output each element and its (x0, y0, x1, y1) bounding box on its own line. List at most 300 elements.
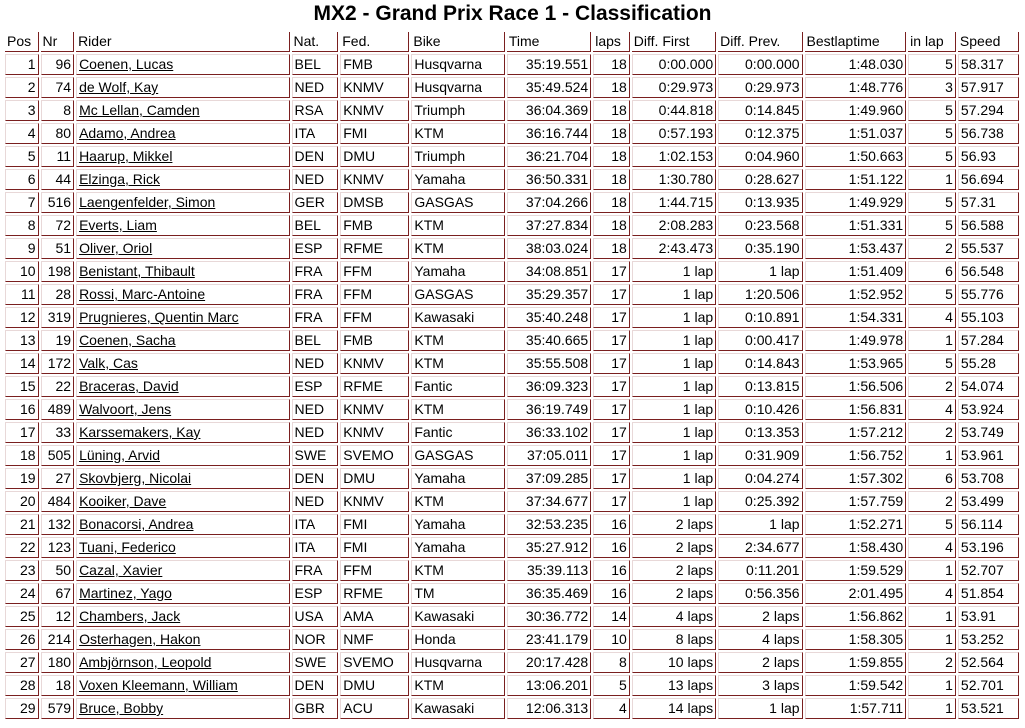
cell-diff-first: 2 laps (632, 583, 716, 604)
rider-link[interactable]: Coenen, Sacha (79, 332, 176, 348)
rider-link[interactable]: Osterhagen, Hakon (79, 631, 201, 647)
cell-time: 35:49.524 (507, 77, 591, 98)
cell-bike: KTM (411, 215, 505, 236)
cell-fed: FMI (340, 514, 409, 535)
cell-diff-prev: 0:35.190 (718, 238, 802, 259)
cell-time: 36:04.369 (507, 100, 591, 121)
cell-in-lap: 1 (908, 629, 956, 650)
table-row (5, 330, 1019, 351)
cell-nat: BEL (292, 330, 339, 351)
cell-nr: 27 (41, 468, 75, 489)
cell-diff-first: 1 lap (632, 376, 716, 397)
cell-bike: KTM (411, 399, 505, 420)
cell-pos: 18 (5, 445, 39, 466)
cell-speed: 53.708 (958, 468, 1019, 489)
cell-pos: 8 (5, 215, 39, 236)
cell-bestlaptime: 1:54.331 (805, 307, 907, 328)
cell-diff-first: 14 laps (632, 698, 716, 719)
rider-link[interactable]: Cazal, Xavier (79, 562, 163, 578)
cell-nat: SWE (292, 445, 339, 466)
cell-fed: FFM (340, 307, 409, 328)
column-header-bike: Bike (411, 32, 505, 52)
cell-bike: Husqvarna (411, 54, 505, 75)
table-row (5, 606, 1019, 627)
cell-speed: 54.074 (958, 376, 1019, 397)
rider-link[interactable]: Haarup, Mikkel (79, 148, 173, 164)
cell-bestlaptime: 1:53.437 (805, 238, 907, 259)
cell-bestlaptime: 1:59.855 (805, 652, 907, 673)
cell-nr: 123 (41, 537, 75, 558)
cell-time: 36:21.704 (507, 146, 591, 167)
cell-fed: FMB (340, 330, 409, 351)
table-row (5, 583, 1019, 604)
table-row (5, 468, 1019, 489)
cell-time: 36:35.469 (507, 583, 591, 604)
cell-time: 23:41.179 (507, 629, 591, 650)
cell-diff-prev: 0:00.417 (718, 330, 802, 351)
cell-laps: 16 (593, 583, 630, 604)
cell-diff-prev: 1 lap (718, 514, 802, 535)
cell-bike: KTM (411, 491, 505, 512)
cell-nat: NED (292, 353, 339, 374)
header-row (5, 32, 1019, 52)
cell-in-lap: 2 (908, 652, 956, 673)
table-row (5, 215, 1019, 236)
cell-pos: 29 (5, 698, 39, 719)
cell-rider (76, 606, 289, 627)
cell-nr: 180 (41, 652, 75, 673)
cell-speed: 53.961 (958, 445, 1019, 466)
cell-nr: 51 (41, 238, 75, 259)
cell-laps: 17 (593, 468, 630, 489)
cell-diff-first: 8 laps (632, 629, 716, 650)
cell-time: 12:06.313 (507, 698, 591, 719)
cell-time: 38:03.024 (507, 238, 591, 259)
cell-in-lap: 1 (908, 698, 956, 719)
rider-link[interactable]: de Wolf, Kay (79, 79, 159, 95)
cell-in-lap: 6 (908, 468, 956, 489)
cell-diff-prev: 0:11.201 (718, 560, 802, 581)
cell-nr: 74 (41, 77, 75, 98)
cell-diff-prev: 0:14.845 (718, 100, 802, 121)
rider-link[interactable]: Laengenfelder, Simon (79, 194, 216, 210)
cell-bestlaptime: 1:57.759 (805, 491, 907, 512)
cell-speed: 56.114 (958, 514, 1019, 535)
rider-link[interactable]: Coenen, Lucas (79, 56, 174, 72)
table-row (5, 146, 1019, 167)
table-row (5, 123, 1019, 144)
cell-bike: GASGAS (411, 445, 505, 466)
cell-nat: GER (292, 192, 339, 213)
cell-bike: GASGAS (411, 284, 505, 305)
classification-table (3, 30, 1021, 721)
cell-bestlaptime: 1:59.529 (805, 560, 907, 581)
cell-speed: 52.701 (958, 675, 1019, 696)
cell-time: 35:40.665 (507, 330, 591, 351)
cell-bike: KTM (411, 123, 505, 144)
cell-fed: KNMV (340, 422, 409, 443)
table-row (5, 100, 1019, 121)
cell-rider (76, 422, 289, 443)
cell-rider (76, 77, 289, 98)
cell-laps: 17 (593, 376, 630, 397)
cell-bestlaptime: 1:51.409 (805, 261, 907, 282)
cell-speed: 56.588 (958, 215, 1019, 236)
cell-fed: KNMV (340, 77, 409, 98)
cell-laps: 10 (593, 629, 630, 650)
cell-fed: RFME (340, 238, 409, 259)
cell-bestlaptime: 1:51.122 (805, 169, 907, 190)
cell-nr: 33 (41, 422, 75, 443)
cell-nr: 80 (41, 123, 75, 144)
cell-time: 36:16.744 (507, 123, 591, 144)
cell-diff-prev: 0:10.891 (718, 307, 802, 328)
cell-diff-prev: 1 lap (718, 698, 802, 719)
cell-rider (76, 284, 289, 305)
cell-diff-prev: 0:00.000 (718, 54, 802, 75)
cell-bestlaptime: 1:51.331 (805, 215, 907, 236)
cell-pos: 22 (5, 537, 39, 558)
table-row (5, 77, 1019, 98)
rider-link[interactable]: Voxen Kleemann, William (79, 677, 238, 693)
cell-diff-first: 0:57.193 (632, 123, 716, 144)
cell-bike: Husqvarna (411, 652, 505, 673)
rider-link[interactable]: Walvoort, Jens (79, 401, 172, 417)
cell-bestlaptime: 1:57.302 (805, 468, 907, 489)
cell-nat: GBR (292, 698, 339, 719)
cell-diff-first: 2 laps (632, 537, 716, 558)
cell-bestlaptime: 1:59.542 (805, 675, 907, 696)
cell-in-lap: 4 (908, 307, 956, 328)
cell-rider (76, 376, 289, 397)
cell-fed: FMI (340, 537, 409, 558)
cell-time: 13:06.201 (507, 675, 591, 696)
cell-nr: 8 (41, 100, 75, 121)
cell-pos: 14 (5, 353, 39, 374)
rider-link[interactable]: Rossi, Marc-Antoine (79, 286, 206, 302)
cell-rider (76, 560, 289, 581)
table-row (5, 284, 1019, 305)
cell-bestlaptime: 1:57.212 (805, 422, 907, 443)
cell-diff-first: 1:30.780 (632, 169, 716, 190)
cell-in-lap: 5 (908, 215, 956, 236)
cell-speed: 53.91 (958, 606, 1019, 627)
cell-pos: 11 (5, 284, 39, 305)
cell-bestlaptime: 1:52.952 (805, 284, 907, 305)
cell-nat: NED (292, 422, 339, 443)
cell-bike: TM (411, 583, 505, 604)
rider-link[interactable]: Prugnieres, Quentin Marc (79, 309, 239, 325)
rider-link[interactable]: Bruce, Bobby (79, 700, 164, 716)
cell-pos: 27 (5, 652, 39, 673)
cell-rider (76, 675, 289, 696)
cell-diff-prev: 0:29.973 (718, 77, 802, 98)
cell-rider (76, 330, 289, 351)
rider-link[interactable]: Ambjörnson, Leopold (79, 654, 212, 670)
rider-link[interactable]: Karssemakers, Kay (79, 424, 201, 440)
cell-laps: 18 (593, 215, 630, 236)
cell-fed: KNMV (340, 491, 409, 512)
cell-fed: KNMV (340, 353, 409, 374)
cell-in-lap: 5 (908, 123, 956, 144)
cell-speed: 55.103 (958, 307, 1019, 328)
cell-bike: Fantic (411, 376, 505, 397)
cell-bike: KTM (411, 238, 505, 259)
cell-pos: 17 (5, 422, 39, 443)
rider-link[interactable]: Adamo, Andrea (79, 125, 176, 141)
cell-in-lap: 1 (908, 675, 956, 696)
cell-bike: Kawasaki (411, 698, 505, 719)
cell-nr: 96 (41, 54, 75, 75)
cell-pos: 25 (5, 606, 39, 627)
cell-nat: FRA (292, 261, 339, 282)
cell-pos: 26 (5, 629, 39, 650)
cell-time: 37:05.011 (507, 445, 591, 466)
rider-link[interactable]: Bonacorsi, Andrea (79, 516, 194, 532)
cell-time: 36:09.323 (507, 376, 591, 397)
cell-diff-first: 0:29.973 (632, 77, 716, 98)
cell-nat: FRA (292, 560, 339, 581)
cell-speed: 52.707 (958, 560, 1019, 581)
cell-speed: 55.776 (958, 284, 1019, 305)
cell-diff-first: 2:08.283 (632, 215, 716, 236)
cell-diff-first: 1:44.715 (632, 192, 716, 213)
cell-nat: NED (292, 491, 339, 512)
cell-bestlaptime: 1:56.862 (805, 606, 907, 627)
cell-speed: 53.499 (958, 491, 1019, 512)
cell-diff-first: 1 lap (632, 353, 716, 374)
cell-laps: 18 (593, 54, 630, 75)
rider-link[interactable]: Oliver, Oriol (79, 240, 153, 256)
cell-nr: 132 (41, 514, 75, 535)
cell-nr: 12 (41, 606, 75, 627)
cell-laps: 17 (593, 307, 630, 328)
cell-bike: Kawasaki (411, 307, 505, 328)
cell-laps: 18 (593, 146, 630, 167)
cell-nat: FRA (292, 284, 339, 305)
cell-diff-prev: 0:28.627 (718, 169, 802, 190)
cell-in-lap: 5 (908, 353, 956, 374)
cell-speed: 57.284 (958, 330, 1019, 351)
cell-in-lap: 2 (908, 238, 956, 259)
cell-rider (76, 54, 289, 75)
rider-link[interactable]: Lüning, Arvid (79, 447, 161, 463)
cell-diff-prev: 0:31.909 (718, 445, 802, 466)
table-row (5, 192, 1019, 213)
cell-nr: 44 (41, 169, 75, 190)
cell-diff-prev: 2:34.677 (718, 537, 802, 558)
cell-laps: 17 (593, 491, 630, 512)
cell-rider (76, 192, 289, 213)
rider-link[interactable]: Valk, Cas (79, 355, 138, 371)
cell-bestlaptime: 1:51.037 (805, 123, 907, 144)
cell-bike: KTM (411, 560, 505, 581)
rider-link[interactable]: Martinez, Yago (79, 585, 172, 601)
cell-speed: 55.28 (958, 353, 1019, 374)
cell-in-lap: 2 (908, 491, 956, 512)
cell-rider (76, 100, 289, 121)
rider-link[interactable]: Everts, Liam (79, 217, 157, 233)
cell-pos: 2 (5, 77, 39, 98)
cell-laps: 18 (593, 238, 630, 259)
cell-nr: 11 (41, 146, 75, 167)
cell-laps: 17 (593, 445, 630, 466)
cell-in-lap: 1 (908, 445, 956, 466)
cell-diff-first: 1 lap (632, 284, 716, 305)
cell-bike: Yamaha (411, 261, 505, 282)
cell-nat: ESP (292, 376, 339, 397)
cell-time: 37:27.834 (507, 215, 591, 236)
cell-diff-prev: 3 laps (718, 675, 802, 696)
column-header-bestlaptime: Bestlaptime (805, 32, 907, 52)
cell-pos: 7 (5, 192, 39, 213)
cell-in-lap: 1 (908, 606, 956, 627)
cell-bike: Triumph (411, 100, 505, 121)
table-body (5, 54, 1019, 719)
cell-bestlaptime: 1:49.978 (805, 330, 907, 351)
cell-bike: Husqvarna (411, 77, 505, 98)
cell-rider (76, 353, 289, 374)
table-row (5, 238, 1019, 259)
rider-link[interactable]: Braceras, David (79, 378, 179, 394)
cell-diff-first: 1 lap (632, 468, 716, 489)
cell-pos: 23 (5, 560, 39, 581)
cell-rider (76, 123, 289, 144)
cell-rider (76, 583, 289, 604)
cell-bestlaptime: 1:50.663 (805, 146, 907, 167)
cell-speed: 53.749 (958, 422, 1019, 443)
cell-in-lap: 3 (908, 77, 956, 98)
column-header-nr: Nr (41, 32, 75, 52)
cell-pos: 3 (5, 100, 39, 121)
cell-bike: KTM (411, 675, 505, 696)
table-row (5, 514, 1019, 535)
cell-bike: KTM (411, 330, 505, 351)
table-row (5, 307, 1019, 328)
rider-link[interactable]: Benistant, Thibault (79, 263, 195, 279)
cell-bestlaptime: 1:56.831 (805, 399, 907, 420)
cell-nr: 22 (41, 376, 75, 397)
cell-laps: 8 (593, 652, 630, 673)
cell-nr: 319 (41, 307, 75, 328)
cell-bike: GASGAS (411, 192, 505, 213)
column-header-rider: Rider (76, 32, 289, 52)
cell-fed: ACU (340, 698, 409, 719)
cell-speed: 51.854 (958, 583, 1019, 604)
cell-pos: 19 (5, 468, 39, 489)
cell-diff-prev: 0:04.960 (718, 146, 802, 167)
table-row (5, 491, 1019, 512)
cell-rider (76, 399, 289, 420)
cell-time: 35:27.912 (507, 537, 591, 558)
cell-nr: 516 (41, 192, 75, 213)
cell-laps: 17 (593, 330, 630, 351)
cell-in-lap: 1 (908, 330, 956, 351)
cell-bestlaptime: 1:57.711 (805, 698, 907, 719)
rider-link[interactable]: Tuani, Federico (79, 539, 176, 555)
cell-fed: SVEMO (340, 652, 409, 673)
cell-diff-prev: 2 laps (718, 606, 802, 627)
cell-speed: 53.252 (958, 629, 1019, 650)
cell-bike: Yamaha (411, 537, 505, 558)
cell-bestlaptime: 1:53.965 (805, 353, 907, 374)
cell-rider (76, 445, 289, 466)
cell-diff-first: 10 laps (632, 652, 716, 673)
cell-in-lap: 4 (908, 537, 956, 558)
rider-link[interactable]: Mc Lellan, Camden (79, 102, 200, 118)
cell-bike: KTM (411, 353, 505, 374)
cell-bike: Yamaha (411, 468, 505, 489)
cell-laps: 18 (593, 100, 630, 121)
cell-rider (76, 215, 289, 236)
cell-nat: SWE (292, 652, 339, 673)
column-header-diff-first: Diff. First (632, 32, 716, 52)
cell-diff-first: 2 laps (632, 560, 716, 581)
cell-pos: 12 (5, 307, 39, 328)
cell-nr: 198 (41, 261, 75, 282)
cell-in-lap: 5 (908, 146, 956, 167)
cell-bestlaptime: 1:56.752 (805, 445, 907, 466)
cell-pos: 5 (5, 146, 39, 167)
cell-speed: 57.294 (958, 100, 1019, 121)
cell-speed: 53.521 (958, 698, 1019, 719)
cell-bestlaptime: 1:56.506 (805, 376, 907, 397)
cell-nat: ITA (292, 514, 339, 535)
rider-link[interactable]: Chambers, Jack (79, 608, 181, 624)
column-header-in-lap: in lap (908, 32, 956, 52)
cell-fed: RFME (340, 376, 409, 397)
cell-time: 37:04.266 (507, 192, 591, 213)
cell-pos: 15 (5, 376, 39, 397)
cell-rider (76, 491, 289, 512)
cell-diff-prev: 0:13.935 (718, 192, 802, 213)
cell-diff-first: 0:00.000 (632, 54, 716, 75)
cell-speed: 56.548 (958, 261, 1019, 282)
cell-diff-prev: 0:23.568 (718, 215, 802, 236)
rider-link[interactable]: Kooiker, Dave (79, 493, 167, 509)
cell-nr: 19 (41, 330, 75, 351)
cell-nat: BEL (292, 54, 339, 75)
cell-nat: ESP (292, 238, 339, 259)
cell-rider (76, 146, 289, 167)
cell-pos: 1 (5, 54, 39, 75)
cell-pos: 20 (5, 491, 39, 512)
cell-time: 35:19.551 (507, 54, 591, 75)
rider-link[interactable]: Skovbjerg, Nicolai (79, 470, 192, 486)
cell-bestlaptime: 1:49.929 (805, 192, 907, 213)
cell-in-lap: 5 (908, 54, 956, 75)
cell-fed: KNMV (340, 399, 409, 420)
cell-fed: DMU (340, 675, 409, 696)
cell-rider (76, 238, 289, 259)
cell-nat: ITA (292, 537, 339, 558)
cell-fed: KNMV (340, 169, 409, 190)
cell-nr: 579 (41, 698, 75, 719)
cell-laps: 17 (593, 399, 630, 420)
cell-bestlaptime: 1:48.776 (805, 77, 907, 98)
cell-nat: NOR (292, 629, 339, 650)
cell-nat: USA (292, 606, 339, 627)
cell-in-lap: 1 (908, 560, 956, 581)
table-row (5, 652, 1019, 673)
table-row (5, 445, 1019, 466)
cell-time: 20:17.428 (507, 652, 591, 673)
cell-fed: NMF (340, 629, 409, 650)
cell-time: 30:36.772 (507, 606, 591, 627)
cell-diff-first: 2:43.473 (632, 238, 716, 259)
rider-link[interactable]: Elzinga, Rick (79, 171, 160, 187)
cell-fed: FMB (340, 54, 409, 75)
